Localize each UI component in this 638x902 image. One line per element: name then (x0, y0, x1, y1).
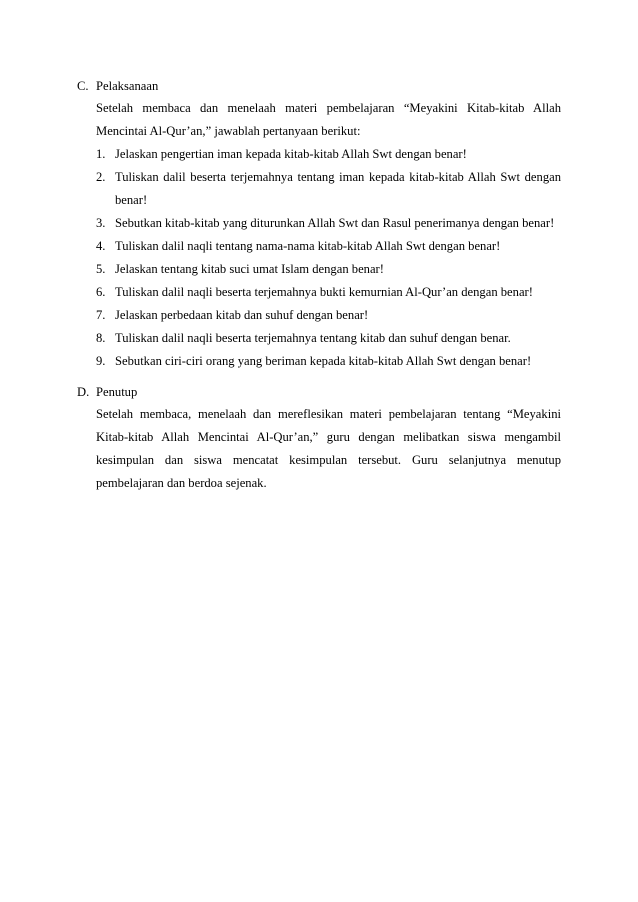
question-number: 6. (96, 285, 106, 299)
closing-paragraph: Setelah membaca, menelaah dan mereflesikan materi pembelajaran tentang “Meyakini Kitab-kitab Allah Mencintai Al-Qur’an,” guru dengan melibatkan siswa mengambil kesimpulan dan siswa mencatat kesimpulan tersebut. Guru selanjutnya menutup pembelajaran dan berdoa sejenak. (96, 407, 561, 490)
question-number: 3. (96, 216, 106, 230)
section-letter: D. (77, 385, 90, 399)
section-pelaksanaan (77, 75, 561, 373)
question-number: 9. (96, 354, 106, 368)
question-item (96, 258, 561, 281)
question-number: 5. (96, 262, 106, 276)
section-body (96, 403, 561, 495)
question-number: 1. (96, 147, 106, 161)
question-number: 2. (96, 170, 106, 184)
question-text: Sebutkan kitab-kitab yang diturunkan Allah Swt dan Rasul penerimanya dengan benar! (115, 216, 555, 230)
question-text: Tuliskan dalil naqli beserta terjemahnya bukti kemurnian Al-Qur’an dengan benar! (115, 285, 533, 299)
question-text: Sebutkan ciri-ciri orang yang beriman kepada kitab-kitab Allah Swt dengan benar! (115, 354, 532, 368)
question-item (96, 235, 561, 258)
question-item (96, 281, 561, 304)
question-item (96, 327, 561, 350)
question-text: Tuliskan dalil beserta terjemahnya tentang iman kepada kitab-kitab Allah Swt dengan benar! (115, 170, 561, 207)
section-letter: C. (77, 79, 89, 93)
question-item (96, 143, 561, 166)
section-title: Penutup (96, 385, 138, 399)
question-number: 8. (96, 331, 106, 345)
question-text: Jelaskan pengertian iman kepada kitab-kitab Allah Swt dengan benar! (115, 147, 467, 161)
question-item (96, 166, 561, 212)
question-list (96, 143, 561, 373)
question-number: 4. (96, 239, 106, 253)
question-text: Tuliskan dalil naqli beserta terjemahnya tentang kitab dan suhuf dengan benar. (115, 331, 511, 345)
question-number: 7. (96, 308, 106, 322)
section-body (96, 97, 561, 373)
section-heading (77, 75, 561, 97)
question-item (96, 304, 561, 327)
question-text: Jelaskan tentang kitab suci umat Islam dengan benar! (115, 262, 384, 276)
section-heading (77, 381, 561, 403)
question-item (96, 212, 561, 235)
section-title: Pelaksanaan (96, 79, 159, 93)
question-text: Jelaskan perbedaan kitab dan suhuf dengan benar! (115, 308, 369, 322)
intro-paragraph: Setelah membaca dan menelaah materi pembelajaran “Meyakini Kitab-kitab Allah Mencintai Al-Qur’an,” jawablah pertanyaan berikut: (96, 101, 561, 138)
question-item (96, 350, 561, 373)
section-penutup (77, 381, 561, 495)
question-text: Tuliskan dalil naqli tentang nama-nama kitab-kitab Allah Swt dengan benar! (115, 239, 501, 253)
